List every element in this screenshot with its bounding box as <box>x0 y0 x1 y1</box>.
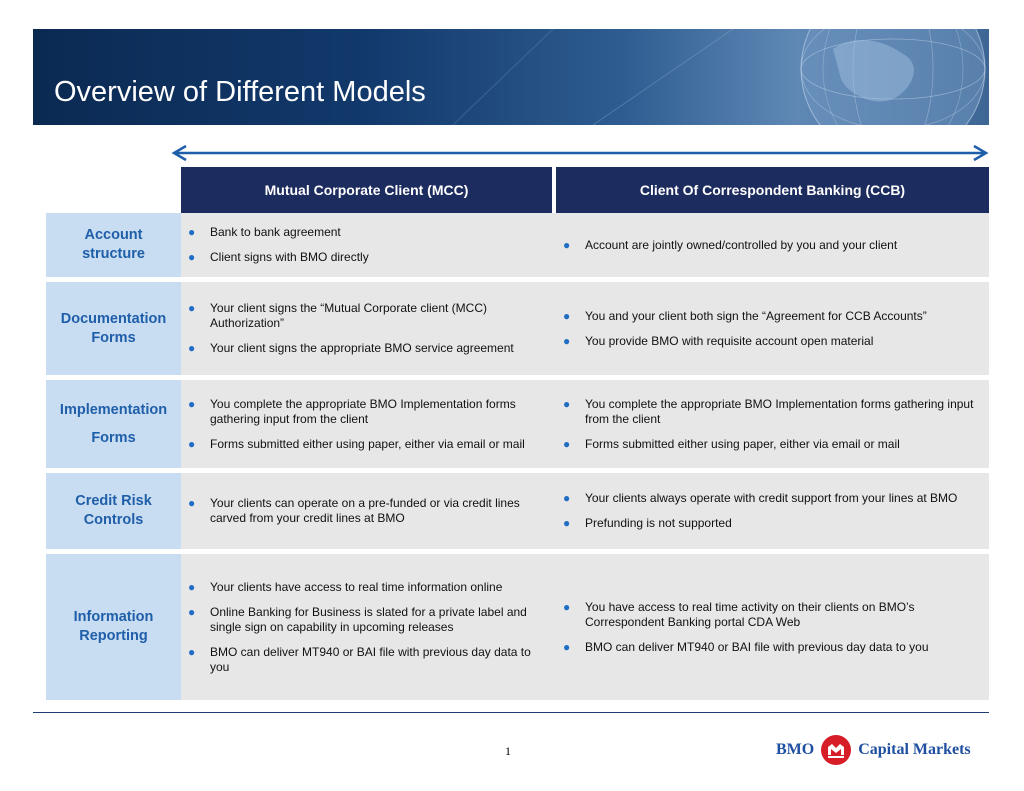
bullet-icon: ● <box>563 396 571 411</box>
row-label <box>46 473 181 549</box>
list-item-text: Bank to bank agreement <box>210 225 341 239</box>
list-item <box>563 437 985 452</box>
row-label <box>46 554 181 700</box>
bullet-icon: ● <box>563 599 571 614</box>
bullet-icon: ● <box>188 225 196 239</box>
list-item-text: Your clients can operate on a pre-funded or via credit lines carved from your credit lines at BMO <box>210 496 520 525</box>
bullet-icon: ● <box>563 308 571 323</box>
list-item <box>188 301 548 331</box>
page-title: Overview of Different Models <box>54 76 426 108</box>
list-item-text: Forms submitted either using paper, either via email or mail <box>585 436 900 451</box>
table-row <box>46 282 989 375</box>
row-label <box>46 282 181 375</box>
span-arrow <box>170 143 990 163</box>
bullet-icon: ● <box>188 644 196 659</box>
list-item <box>188 496 548 526</box>
ccb-cell <box>556 282 989 375</box>
bullet-icon: ● <box>188 579 196 594</box>
ccb-cell <box>556 213 989 277</box>
footer-divider <box>33 712 989 713</box>
bullet-icon: ● <box>563 237 571 252</box>
row-label <box>46 213 181 277</box>
mcc-cell <box>181 213 552 277</box>
ccb-cell <box>556 380 989 468</box>
list-item-text: Prefunding is not supported <box>585 516 732 530</box>
table-row <box>46 213 989 277</box>
bmo-roundel-icon <box>820 734 852 766</box>
table-row <box>46 380 989 468</box>
bullet-icon: ● <box>188 301 196 315</box>
bmo-capital-markets-logo <box>776 734 971 766</box>
bullet-icon: ● <box>188 396 196 411</box>
logo-text-bmo: BMO <box>776 741 815 758</box>
row-label-line: Credit Risk <box>75 493 152 509</box>
row-label-line: structure <box>82 246 145 262</box>
list-item <box>563 309 985 324</box>
row-label-line: Implementation <box>59 402 168 418</box>
list-item-text: Your clients have access to real time information online <box>210 579 503 594</box>
row-label-line: Reporting <box>79 628 148 644</box>
list-item <box>563 397 985 427</box>
bullet-icon: ● <box>188 341 196 355</box>
table-row <box>46 554 989 700</box>
row-label-line: Information <box>73 609 154 625</box>
list-item-text: Your clients always operate with credit support from your lines at BMO <box>585 491 958 505</box>
row-label <box>46 380 181 468</box>
column-header-mcc: Mutual Corporate Client (MCC) <box>181 167 552 213</box>
row-label-line: Forms <box>91 430 136 446</box>
ccb-cell <box>556 554 989 700</box>
list-item-text: You complete the appropriate BMO Implementation forms gathering input from the client <box>210 396 516 426</box>
list-item <box>188 225 548 240</box>
bullet-icon: ● <box>188 496 196 510</box>
list-item <box>188 341 548 356</box>
column-header-ccb: Client Of Correspondent Banking (CCB) <box>556 167 989 213</box>
list-item <box>188 605 548 635</box>
mcc-cell <box>181 282 552 375</box>
logo-text-capital-markets: Capital Markets <box>858 741 971 758</box>
list-item <box>563 600 985 630</box>
list-item <box>563 334 985 349</box>
row-label-line: Forms <box>91 329 136 346</box>
table-row <box>46 473 989 549</box>
list-item-text: You complete the appropriate BMO Implementation forms gathering input from the client <box>585 396 974 426</box>
row-label-line: Account <box>84 227 143 243</box>
mcc-cell <box>181 380 552 468</box>
list-item <box>563 640 985 655</box>
bullet-icon: ● <box>563 333 571 348</box>
bullet-icon: ● <box>188 604 196 619</box>
list-item <box>563 491 985 506</box>
list-item-text: You provide BMO with requisite account open material <box>585 333 874 348</box>
list-item-text: Online Banking for Business is slated for a private label and single sign on capability in upcoming releases <box>210 604 527 634</box>
list-item-text: BMO can deliver MT940 or BAI file with previous day data to you <box>585 639 929 654</box>
title-banner <box>33 29 989 125</box>
list-item <box>188 397 548 427</box>
bullet-icon: ● <box>563 436 571 451</box>
bullet-icon: ● <box>188 436 196 451</box>
list-item-text: Forms submitted either using paper, either via email or mail <box>210 436 525 451</box>
bullet-icon: ● <box>563 639 571 654</box>
ccb-cell <box>556 473 989 549</box>
list-item <box>188 645 548 675</box>
bullet-icon: ● <box>188 250 196 264</box>
row-label-line: Controls <box>83 512 144 528</box>
list-item <box>188 580 548 595</box>
mcc-cell <box>181 554 552 700</box>
list-item-text: Your client signs the appropriate BMO service agreement <box>210 341 514 355</box>
list-item-text: Client signs with BMO directly <box>210 250 369 264</box>
list-item-text: Account are jointly owned/controlled by you and your client <box>585 237 898 252</box>
list-item <box>563 516 985 531</box>
mcc-cell <box>181 473 552 549</box>
list-item <box>188 250 548 265</box>
list-item <box>188 437 548 452</box>
row-label-line: Documentation <box>60 310 167 327</box>
list-item-text: Your client signs the “Mutual Corporate client (MCC) Authorization” <box>210 301 488 330</box>
bullet-icon: ● <box>563 491 571 505</box>
bullet-icon: ● <box>563 516 571 530</box>
list-item-text: You and your client both sign the “Agreement for CCB Accounts” <box>585 308 927 323</box>
list-item-text: BMO can deliver MT940 or BAI file with previous day data to you <box>210 644 531 674</box>
list-item <box>563 238 985 253</box>
list-item-text: You have access to real time activity on their clients on BMO’s Correspondent Banking portal CDA Web <box>585 599 915 629</box>
page-number: 1 <box>505 744 511 758</box>
